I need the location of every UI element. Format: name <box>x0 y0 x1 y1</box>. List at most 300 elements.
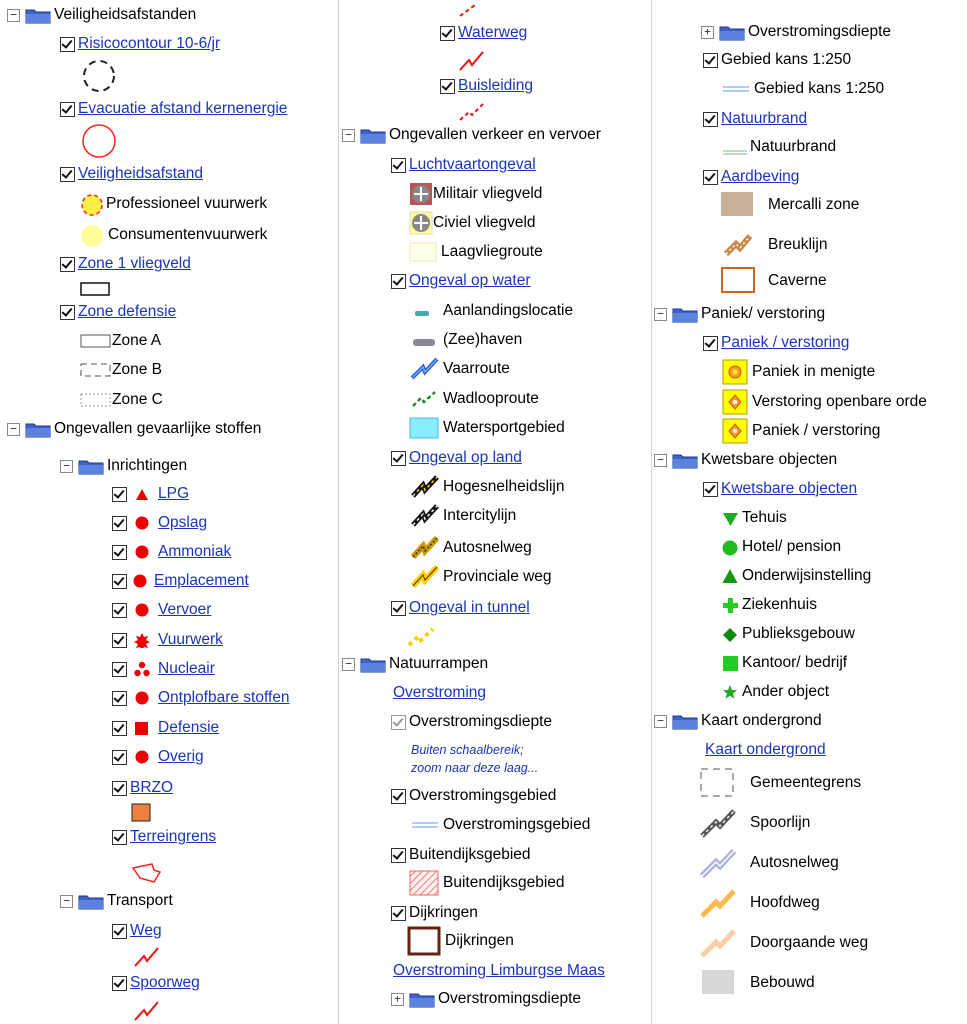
legend-label: Gebied kans 1:250 <box>754 80 885 97</box>
checkbox-vervoer[interactable] <box>112 603 127 618</box>
legend-hsl <box>409 475 565 499</box>
group-kwetsbaar[interactable] <box>654 448 837 472</box>
note-line: Buiten schaalbereik; <box>411 743 524 757</box>
group-limburg-diepte[interactable] <box>391 987 581 1011</box>
group-paniek[interactable] <box>654 302 825 326</box>
legend-label: Militair vliegveld <box>433 185 543 202</box>
tan-rect-icon <box>720 190 768 220</box>
checkbox-risicocontour[interactable] <box>60 37 75 52</box>
orange-road-icon <box>698 886 750 920</box>
panic-icon <box>722 418 752 444</box>
legend-label: Professioneel vuurwerk <box>106 195 268 212</box>
checkbox-paniek[interactable] <box>703 336 718 351</box>
layer-water[interactable] <box>391 269 531 293</box>
gray-blob-icon <box>409 330 443 350</box>
group-title: Transport <box>107 892 173 909</box>
checkbox-water[interactable] <box>391 274 406 289</box>
checkbox-buitendijks[interactable] <box>391 848 406 863</box>
green-cross-icon <box>720 594 742 616</box>
legend-zone-a <box>80 329 161 353</box>
layer-emplacement[interactable] <box>112 569 249 593</box>
dashed-yellow-dot-icon <box>80 191 106 217</box>
folder-icon <box>719 24 745 41</box>
legend-natuurbrand <box>720 135 836 159</box>
folder-icon <box>25 421 51 438</box>
link-buisleiding[interactable]: Buisleiding <box>458 77 533 94</box>
link-vuurwerk[interactable]: Vuurwerk <box>158 631 223 648</box>
legend-label: Provinciale weg <box>443 568 552 585</box>
layer-opslag[interactable] <box>112 511 207 535</box>
legend-label: Breuklijn <box>768 236 828 253</box>
collapse-icon[interactable]: − <box>7 423 20 436</box>
green-down-triangle-icon <box>720 508 742 528</box>
cyan-rect-icon <box>409 416 443 440</box>
group-title: Overstromingsdiepte <box>438 990 582 1007</box>
group-natuurrampen[interactable] <box>342 652 488 676</box>
group-transport[interactable] <box>60 889 173 913</box>
legend-label: Hogesnelheidslijn <box>443 478 565 495</box>
collapse-icon[interactable]: − <box>654 308 667 321</box>
green-dashed-route-icon <box>409 388 443 410</box>
folder-icon <box>25 7 51 24</box>
legend-buitendijks <box>409 871 565 895</box>
legend-hoofdweg <box>698 885 820 921</box>
collapse-icon[interactable]: − <box>654 454 667 467</box>
link-lpg[interactable]: LPG <box>158 485 190 502</box>
yellow-route-icon <box>409 564 443 590</box>
legend-hotel <box>720 535 841 559</box>
lavender-road-icon <box>698 846 750 880</box>
legend-ander <box>720 680 829 704</box>
legend-gemeente <box>698 765 861 801</box>
green-square-icon <box>720 652 742 674</box>
layer-label: Gebied kans 1:250 <box>721 51 852 68</box>
layer-weg[interactable] <box>112 919 162 943</box>
layer-nucleair[interactable] <box>112 657 215 681</box>
dashed-circle-icon <box>80 58 118 94</box>
link-ontplofbaar[interactable]: Ontplofbare stoffen <box>158 689 290 706</box>
note-line[interactable]: zoom naar deze laag... <box>411 761 539 775</box>
green-double-line-icon <box>720 137 750 157</box>
legend-label: Autosnelweg <box>443 539 532 556</box>
group-title: Paniek/ verstoring <box>701 305 826 322</box>
layer-kaart[interactable] <box>705 738 826 762</box>
legend-label: Verstoring openbare orde <box>752 393 927 410</box>
legend-label: Doorgaande weg <box>750 934 869 951</box>
group-title: Natuurrampen <box>389 655 489 672</box>
layer-label: Overstromingsgebied <box>409 787 557 804</box>
checkbox-overig[interactable] <box>112 750 127 765</box>
legend-kans <box>720 77 884 101</box>
checkbox-overstromingsgebied[interactable] <box>391 789 406 804</box>
legend-spoorlijn <box>698 805 810 841</box>
pale-yellow-rect-icon <box>409 241 441 263</box>
collapse-icon[interactable]: − <box>342 129 355 142</box>
checkbox-weg[interactable] <box>112 924 127 939</box>
legend-autosnelweg-kaart <box>698 845 839 881</box>
group-title: Overstromingsdiepte <box>748 23 892 40</box>
orange-square-icon <box>131 803 153 823</box>
solid-rect-icon <box>80 332 112 350</box>
link-brzo[interactable]: BRZO <box>130 779 174 796</box>
layer-overig[interactable] <box>112 745 204 769</box>
checkbox-overstromingsdiepte[interactable] <box>391 715 406 730</box>
legend-orde <box>722 390 927 414</box>
layer-terreingrens[interactable] <box>112 825 216 849</box>
link-spoorweg[interactable]: Spoorweg <box>130 974 200 991</box>
link-zone1[interactable]: Zone 1 vliegveld <box>78 255 191 272</box>
checkbox-natuurbrand[interactable] <box>703 112 718 127</box>
legend-menigte <box>722 360 875 384</box>
link-overstroming[interactable]: Overstroming <box>393 684 487 701</box>
link-nucleair[interactable]: Nucleair <box>158 660 215 677</box>
legend-label: Gemeentegrens <box>750 774 862 791</box>
legend-label: Spoorlijn <box>750 814 811 831</box>
dashed-rect-icon <box>80 361 112 379</box>
red-zigzag-icon <box>132 944 162 970</box>
rectangle-icon <box>80 281 112 297</box>
legend-label: Aanlandingslocatie <box>443 302 574 319</box>
layer-label: Buitendijksgebied <box>409 846 531 863</box>
group-kaart[interactable] <box>654 709 822 733</box>
link-waterweg[interactable]: Waterweg <box>458 24 528 41</box>
checkbox-waterweg[interactable] <box>440 26 455 41</box>
folder-icon <box>78 458 104 475</box>
legend-label: Civiel vliegveld <box>433 214 536 231</box>
legend-column-1 <box>0 0 338 1024</box>
layer-overstromingsdiepte[interactable] <box>391 710 552 734</box>
legend-label: Intercitylijn <box>443 507 517 524</box>
legend-label: Tehuis <box>742 509 787 526</box>
folder-icon <box>672 713 698 730</box>
out-of-range-note <box>411 741 538 777</box>
blue-double-line-icon <box>409 815 443 835</box>
checkbox-vuurwerk[interactable] <box>112 633 127 648</box>
red-octagon-icon <box>130 544 158 560</box>
red-outline-polygon-icon <box>130 860 166 886</box>
legend-caverne <box>720 269 827 293</box>
layer-aardbeving[interactable] <box>703 165 799 189</box>
legend-zone-c <box>80 388 163 412</box>
legend-label: Autosnelweg <box>750 854 839 871</box>
checkbox-opslag[interactable] <box>112 516 127 531</box>
legend-label: (Zee)haven <box>443 331 523 348</box>
black-white-route-icon <box>409 503 443 529</box>
link-weg[interactable]: Weg <box>130 922 162 939</box>
legend-label: Publieksgebouw <box>742 625 855 642</box>
legend-watersport <box>409 416 565 440</box>
legend-label: Ziekenhuis <box>742 596 817 613</box>
red-circle-icon <box>80 123 118 159</box>
checkbox-kans[interactable] <box>703 53 718 68</box>
link-emplacement[interactable]: Emplacement <box>154 572 249 589</box>
yellow-dashed-route-icon <box>405 625 439 649</box>
layer-lpg[interactable] <box>112 482 189 506</box>
legend-doorgaand <box>698 925 868 961</box>
checkbox-ammoniak[interactable] <box>112 545 127 560</box>
link-defensie[interactable]: Defensie <box>158 719 220 736</box>
legend-column-2 <box>338 0 651 1024</box>
legend-label: Zone B <box>112 361 162 378</box>
legend-autosnelweg <box>409 536 532 560</box>
group-title: Ongevallen gevaarlijke stoffen <box>54 420 262 437</box>
group-title: Veiligheidsafstanden <box>54 6 197 23</box>
layer-evacuatie[interactable] <box>60 97 287 121</box>
collapse-icon[interactable]: − <box>60 895 73 908</box>
link-overig[interactable]: Overig <box>158 748 204 765</box>
legend-label: Ander object <box>742 683 830 700</box>
blue-double-line-icon <box>720 79 754 99</box>
layer-kwetsbaar[interactable] <box>703 477 857 501</box>
checkbox-buisleiding[interactable] <box>440 79 455 94</box>
link-veiligheidsafstand[interactable]: Veiligheidsafstand <box>78 165 203 182</box>
gray-dashed-rect-icon <box>698 766 750 800</box>
link-land[interactable]: Ongeval op land <box>409 449 522 466</box>
link-kwetsbaar[interactable]: Kwetsbare objecten <box>721 480 858 497</box>
legend-laagvlieg <box>409 240 543 264</box>
legend-aanlanding <box>409 299 573 323</box>
red-octagon-icon <box>130 749 158 765</box>
group-veiligheidsafstanden[interactable] <box>7 3 196 27</box>
link-terreingrens[interactable]: Terreingrens <box>130 828 217 845</box>
hatched-rect-icon <box>409 870 443 896</box>
layer-luchtvaart[interactable] <box>391 153 536 177</box>
legend-bebouwd <box>698 965 815 1001</box>
striped-yellow-route-icon <box>409 535 443 561</box>
red-dashed-zigzag-icon <box>457 100 487 122</box>
layer-label: Dijkringen <box>409 904 478 921</box>
legend-civiel <box>409 211 536 235</box>
legend-label: Caverne <box>768 272 827 289</box>
legend-label: Overstromingsgebied <box>443 816 591 833</box>
green-circle-icon <box>720 537 742 557</box>
layer-zone1[interactable] <box>60 252 191 276</box>
group-gevaarlijke-stoffen[interactable] <box>7 417 261 441</box>
layer-buitendijks[interactable] <box>391 843 531 867</box>
group-title: Kwetsbare objecten <box>701 451 838 468</box>
checkbox-dijkringen[interactable] <box>391 906 406 921</box>
link-natuurbrand[interactable]: Natuurbrand <box>721 110 808 127</box>
legend-label: Hotel/ pension <box>742 538 842 555</box>
legend-label: Natuurbrand <box>750 138 837 155</box>
legend-ziekenhuis <box>720 593 817 617</box>
folder-icon <box>78 893 104 910</box>
checkbox-zone1[interactable] <box>60 257 75 272</box>
checkbox-luchtvaart[interactable] <box>391 158 406 173</box>
legend-label: Zone A <box>112 332 162 349</box>
link-paniek[interactable]: Paniek / verstoring <box>721 334 850 351</box>
legend-label: Buitendijksgebied <box>443 874 565 891</box>
black-yellow-route-icon <box>409 474 443 500</box>
layer-land[interactable] <box>391 446 522 470</box>
expand-icon[interactable]: + <box>391 993 404 1006</box>
checkbox-zone-defensie[interactable] <box>60 305 75 320</box>
layer-tunnel[interactable] <box>391 596 530 620</box>
collapse-icon[interactable]: − <box>654 715 667 728</box>
collapse-icon[interactable]: − <box>60 460 73 473</box>
checkbox-nucleair[interactable] <box>112 662 127 677</box>
folder-icon <box>360 127 386 144</box>
peach-road-icon <box>698 926 750 960</box>
link-risicocontour[interactable]: Risicocontour 10-6/jr <box>78 35 221 52</box>
folder-icon <box>360 656 386 673</box>
legend-publiek <box>720 622 855 646</box>
legend-kantoor <box>720 651 847 675</box>
legend-intercity <box>409 504 516 528</box>
legend-overstromingsgebied <box>409 813 590 837</box>
blue-route-icon <box>409 356 443 382</box>
layer-defensie[interactable] <box>112 716 219 740</box>
red-octagon-icon <box>130 573 154 589</box>
legend-militair <box>409 182 542 206</box>
checkbox-spoorweg[interactable] <box>112 976 127 991</box>
railway-icon <box>698 806 750 840</box>
layer-overstromingsgebied[interactable] <box>391 784 556 808</box>
legend-wadloop <box>409 387 539 411</box>
checkbox-aardbeving[interactable] <box>703 170 718 185</box>
legend-tehuis <box>720 506 787 530</box>
checkbox-emplacement[interactable] <box>112 574 127 589</box>
layer-kans[interactable] <box>703 48 851 72</box>
layer-zone-defensie[interactable] <box>60 300 176 324</box>
legend-zone-b <box>80 358 162 382</box>
layer-natuurbrand[interactable] <box>703 107 807 131</box>
layer-dijkringen[interactable] <box>391 901 478 925</box>
teal-dash-icon <box>409 301 443 321</box>
legend-label: Kantoor/ bedrijf <box>742 654 848 671</box>
red-octagon-icon <box>130 602 158 618</box>
link-limburg[interactable]: Overstroming Limburgse Maas <box>393 962 605 979</box>
group-verkeer[interactable] <box>342 123 601 147</box>
legend-paniek-verstoring <box>722 419 880 443</box>
layer-overstroming[interactable] <box>393 681 486 705</box>
link-evacuatie[interactable]: Evacuatie afstand kernenergie <box>78 100 288 117</box>
red-dash-icon <box>457 2 479 18</box>
legend-label: Bebouwd <box>750 974 815 991</box>
legend-label: Laagvliegroute <box>441 243 543 260</box>
checkbox-defensie[interactable] <box>112 721 127 736</box>
radiation-icon <box>130 661 158 677</box>
legend-column-3 <box>651 0 967 1024</box>
legend-label: Onderwijsinstelling <box>742 567 872 584</box>
group-overstromingsdiepte[interactable] <box>701 20 891 44</box>
fault-line-icon <box>720 230 768 260</box>
green-star-icon <box>720 680 742 704</box>
layer-vervoer[interactable] <box>112 598 211 622</box>
link-aardbeving[interactable]: Aardbeving <box>721 168 800 185</box>
disorder-icon <box>722 389 752 415</box>
legend-label: Mercalli zone <box>768 196 860 213</box>
group-title: Kaart ondergrond <box>701 712 822 729</box>
legend-consumenten <box>80 223 267 247</box>
red-octagon-icon <box>130 690 158 706</box>
military-airport-icon <box>409 182 433 206</box>
brown-frame-icon <box>407 926 445 956</box>
legend-label: Consumentenvuurwerk <box>108 226 268 243</box>
legend-label: Paniek in menigte <box>752 363 876 380</box>
link-kaart[interactable]: Kaart ondergrond <box>705 741 826 758</box>
layer-brzo[interactable] <box>112 776 173 800</box>
layer-waterweg[interactable] <box>440 21 527 45</box>
legend-label: Hoofdweg <box>750 894 820 911</box>
legend-label: Zone C <box>112 391 163 408</box>
layer-paniek[interactable] <box>703 331 849 355</box>
checkbox-veiligheidsafstand[interactable] <box>60 167 75 182</box>
red-square-icon <box>130 720 158 736</box>
legend-breuklijn <box>720 233 827 257</box>
group-title: Ongevallen verkeer en vervoer <box>389 126 601 143</box>
dotted-rect-icon <box>80 391 112 409</box>
layer-risicocontour[interactable] <box>60 32 220 56</box>
checkbox-brzo[interactable] <box>112 781 127 796</box>
green-diamond-icon <box>720 623 742 645</box>
legend-professioneel <box>80 192 267 216</box>
layer-veiligheidsafstand[interactable] <box>60 162 203 186</box>
layer-ontplofbaar[interactable] <box>112 686 290 710</box>
group-inrichtingen[interactable] <box>60 454 187 478</box>
layer-limburg[interactable] <box>393 959 605 983</box>
crowd-icon <box>722 359 752 385</box>
gray-rect-icon <box>698 966 750 1000</box>
checkbox-kwetsbaar[interactable] <box>703 482 718 497</box>
legend-vaarroute <box>409 357 510 381</box>
red-triangle-icon <box>130 486 158 502</box>
checkbox-ontplofbaar[interactable] <box>112 691 127 706</box>
green-triangle-icon <box>720 566 742 586</box>
link-zone-defensie[interactable]: Zone defensie <box>78 303 177 320</box>
link-luchtvaart[interactable]: Luchtvaartongeval <box>409 156 536 173</box>
yellow-dot-icon <box>80 222 108 248</box>
layer-vuurwerk[interactable] <box>112 628 223 652</box>
layer-ammoniak[interactable] <box>112 540 231 564</box>
checkbox-land[interactable] <box>391 451 406 466</box>
legend-mercalli <box>720 193 859 217</box>
folder-icon <box>672 452 698 469</box>
checkbox-tunnel[interactable] <box>391 601 406 616</box>
red-burst-icon <box>130 632 158 648</box>
red-zigzag-icon <box>457 48 487 74</box>
legend-provinciaal <box>409 565 552 589</box>
orange-frame-icon <box>720 266 768 296</box>
link-water[interactable]: Ongeval op water <box>409 272 531 289</box>
group-title: Inrichtingen <box>107 457 188 474</box>
link-tunnel[interactable]: Ongeval in tunnel <box>409 599 530 616</box>
folder-icon <box>409 991 435 1008</box>
checkbox-terreingrens[interactable] <box>112 830 127 845</box>
expand-icon[interactable]: + <box>701 26 714 39</box>
legend-zeehaven <box>409 328 522 352</box>
layer-label: Overstromingsdiepte <box>409 713 553 730</box>
checkbox-evacuatie[interactable] <box>60 102 75 117</box>
legend-label: Dijkringen <box>445 932 514 949</box>
collapse-icon[interactable]: − <box>7 9 20 22</box>
folder-icon <box>672 306 698 323</box>
legend-label: Watersportgebied <box>443 419 565 436</box>
link-opslag[interactable]: Opslag <box>158 514 208 531</box>
layer-spoorweg[interactable] <box>112 971 200 995</box>
legend-onderwijs <box>720 564 871 588</box>
layer-buisleiding[interactable] <box>440 74 533 98</box>
checkbox-lpg[interactable] <box>112 487 127 502</box>
link-vervoer[interactable]: Vervoer <box>158 601 212 618</box>
legend-dijkringen <box>407 929 514 953</box>
red-octagon-icon <box>130 515 158 531</box>
link-ammoniak[interactable]: Ammoniak <box>158 543 232 560</box>
civil-airport-icon <box>409 211 433 235</box>
legend-label: Vaarroute <box>443 360 510 377</box>
legend-label: Paniek / verstoring <box>752 422 881 439</box>
collapse-icon[interactable]: − <box>342 658 355 671</box>
